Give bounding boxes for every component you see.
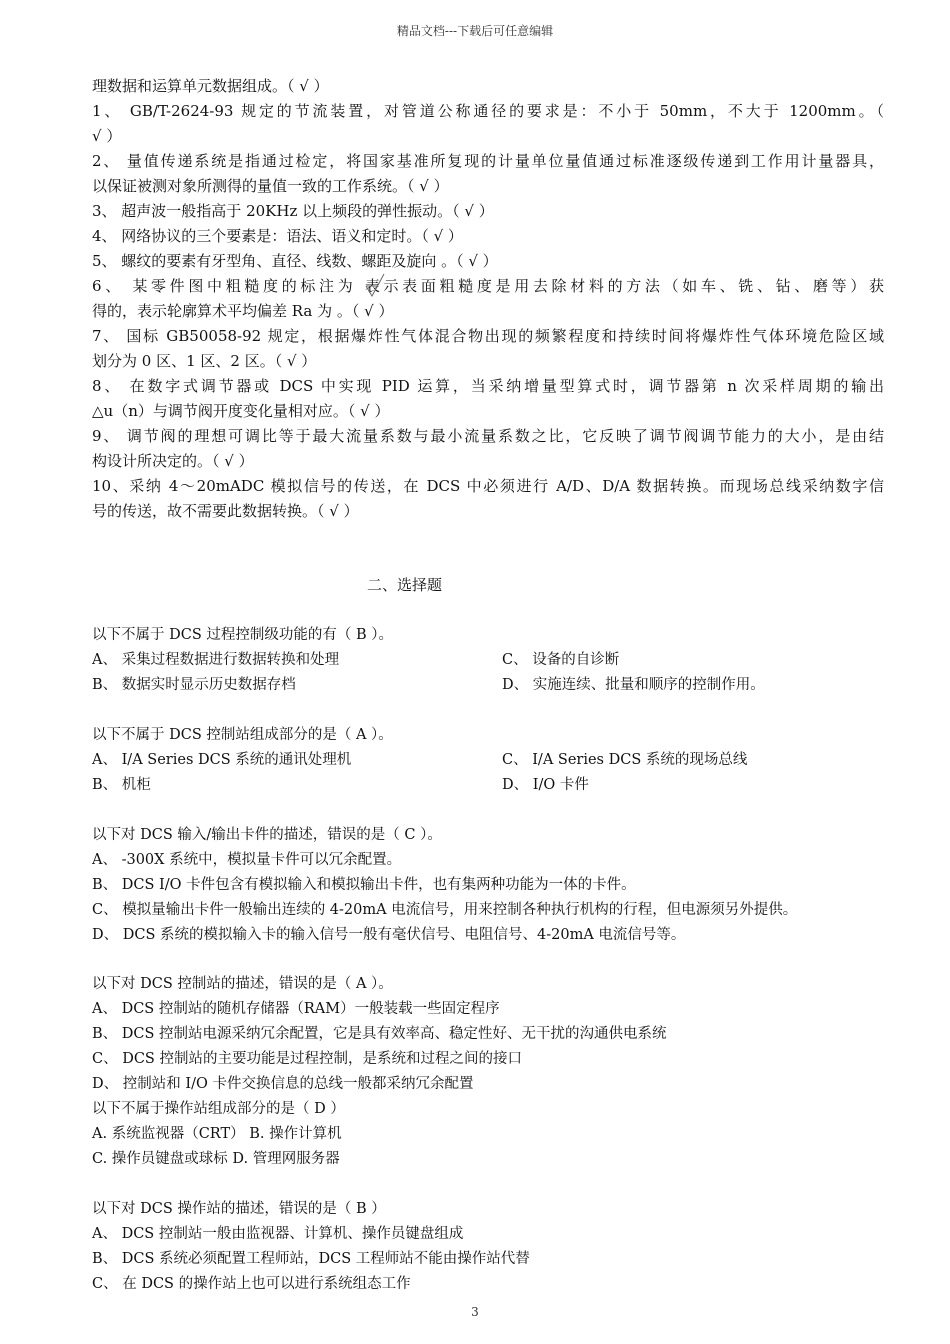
option-line: B、 DCS 系统必须配置工程师站，DCS 工程师站不能由操作站代替 <box>92 1251 530 1267</box>
option-line: C、 在 DCS 的操作站上也可以进行系统组态工作 <box>92 1276 411 1292</box>
judgement-line: 得的，表示轮廓算术平均偏差 Ra 为 。（ √ ） <box>92 302 394 320</box>
judgement-line: 构设计所决定的。（ √ ） <box>92 452 254 470</box>
question-stem: 以下不属于操作站组成部分的是（ D ） <box>92 1101 345 1117</box>
option-line: C、 DCS 控制站的主要功能是过程控制，是系统和过程之间的接口 <box>92 1051 522 1067</box>
judgement-line: 4、 网络协议的三个要素是：语法、语义和定时。（ √ ） <box>92 227 463 245</box>
judgement-line: 5、 螺纹的要素有牙型角、直径、线数、螺距及旋向 。（ √ ） <box>92 252 498 270</box>
judgement-line: √ ） <box>92 127 122 145</box>
option-line: A、 -300X 系统中，模拟量卡件可以冗余配置。 <box>92 852 402 868</box>
option-c: C、 I/A Series DCS 系统的现场总线 <box>502 752 748 768</box>
judgement-line: 7、 国标 GB50058-92 规定，根据爆炸性气体混合物出现的频繁程度和持续时间将爆炸性气体环境危险区域 <box>92 327 884 345</box>
option-line: B、 DCS 控制站电源采纳冗余配置，它是具有效率高、稳定性好、无干扰的沟通供电系统 <box>92 1026 667 1042</box>
judgement-line: 号的传送，故不需要此数据转换。（ √ ） <box>92 502 359 520</box>
judgement-line: 划分为 0 区、1 区、2 区。（ √ ） <box>92 352 317 370</box>
question-stem: 以下不属于 DCS 过程控制级功能的有（ B ）。 <box>92 627 393 643</box>
option-line: D、 控制站和 I/O 卡件交换信息的总线一般都采纳冗余配置 <box>92 1076 474 1092</box>
judgement-line: 10、采纳 4～20mADC 模拟信号的传送，在 DCS 中必须进行 A/D、D/A 数据转换。而现场总线采纳数字信 <box>92 477 884 495</box>
judgement-line: 9、 调节阀的理想可调比等于最大流量系数与最小流量系数之比，它反映了调节阀调节能力的大小，是由结 <box>92 427 884 445</box>
option-b: B、 数据实时显示历史数据存档 <box>92 677 296 693</box>
option-c: C、 设备的自诊断 <box>502 652 620 668</box>
option-line: A. 系统监视器（CRT） B. 操作计算机 <box>92 1126 342 1142</box>
question-stem: 以下对 DCS 输入/输出卡件的描述，错误的是（ C ）。 <box>92 827 442 843</box>
option-d: D、 实施连续、批量和顺序的控制作用。 <box>502 677 765 693</box>
option-line: C、 模拟量输出卡件一般输出连续的 4-20mA 电流信号，用来控制各种执行机构的行程，但电源须另外提供。 <box>92 902 798 918</box>
option-a: A、 采集过程数据进行数据转换和处理 <box>92 652 340 668</box>
option-line: C. 操作员键盘或球标 D. 管理网服务器 <box>92 1151 340 1167</box>
option-line: D、 DCS 系统的模拟输入卡的输入信号一般有毫伏信号、电阻信号、4-20mA 电流信号等。 <box>92 927 686 943</box>
option-line: B、 DCS I/O 卡件包含有模拟输入和模拟输出卡件，也有集两种功能为一体的卡件。 <box>92 877 636 893</box>
page-header: 精品文档---下载后可任意编辑 <box>396 24 554 38</box>
judgement-line: 8、 在数字式调节器或 DCS 中实现 PID 运算，当采纳增量型算式时，调节器第 n 次采样周期的输出 <box>92 377 884 395</box>
question-stem: 以下对 DCS 控制站的描述，错误的是（ A ）。 <box>92 976 393 992</box>
judgement-line: 3、 超声波一般指高于 20KHz 以上频段的弹性振动。（ √ ） <box>92 202 494 220</box>
question-stem: 以下对 DCS 操作站的描述，错误的是（ B ） <box>92 1201 386 1217</box>
judgement-line: 理数据和运算单元数据组成。（ √ ） <box>92 77 329 95</box>
question-stem: 以下不属于 DCS 控制站组成部分的是（ A ）。 <box>92 727 393 743</box>
page-number: 3 <box>471 1305 479 1319</box>
judgement-line: △u（n）与调节阀开度变化量相对应。（ √ ） <box>92 402 390 420</box>
judgement-line: 以保证被测对象所测得的量值一致的工作系统。（ √ ） <box>92 177 449 195</box>
judgement-line: 2、 量值传递系统是指通过检定，将国家基准所复现的计量单位量值通过标准逐级传递到工作用计量器具， <box>92 152 884 170</box>
judgement-line: 1、 GB/T-2624-93 规定的节流装置，对管道公称通径的要求是：不小于 50mm，不大于 1200mm。（ <box>92 102 884 120</box>
roughness-symbol-icon <box>362 272 390 306</box>
option-line: A、 DCS 控制站的随机存储器（RAM）一般装载一些固定程序 <box>92 1001 500 1017</box>
judgement-line: 6、 某零件图中粗糙度的标注为 表示表面粗糙度是用去除材料的方法（如车、铣、钻、磨等）获 <box>92 277 884 295</box>
option-a: A、 I/A Series DCS 系统的通讯处理机 <box>92 752 352 768</box>
option-d: D、 I/O 卡件 <box>502 777 589 793</box>
option-b: B、 机柜 <box>92 777 151 793</box>
option-line: A、 DCS 控制站一般由监视器、计算机、操作员键盘组成 <box>92 1226 464 1242</box>
section-title: 二、选择题 <box>367 576 443 594</box>
